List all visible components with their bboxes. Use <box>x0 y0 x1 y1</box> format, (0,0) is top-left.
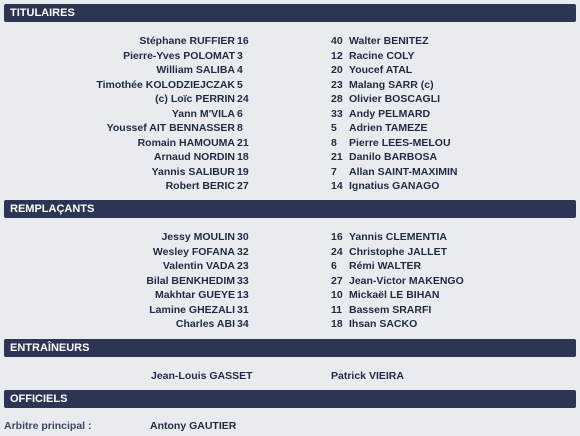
section-header-entraineurs: ENTRAÎNEURS <box>4 339 576 357</box>
home-player-number: 21 <box>237 136 249 149</box>
away-player-name: Racine COLY <box>349 49 415 62</box>
home-player-number: 34 <box>237 318 249 330</box>
home-player-name: Lamine GHEZALI <box>149 303 235 316</box>
away-player-name: Pierre LEES-MELOU <box>349 136 451 149</box>
home-player-name: (c) Loïc PERRIN <box>155 93 235 105</box>
away-player-number: 40 <box>331 35 343 47</box>
away-player-number: 8 <box>331 136 337 149</box>
home-player-number: 32 <box>237 245 249 258</box>
away-player-number: 16 <box>331 231 343 243</box>
away-player-name: Youcef ATAL <box>349 64 413 76</box>
section-header-officiels: OFFICIELS <box>4 390 576 408</box>
home-player-name: Pierre-Yves POLOMAT <box>123 49 235 62</box>
section-header-remplacants: REMPLAÇANTS <box>4 200 576 218</box>
home-player-name: Yann M'VILA <box>171 107 235 120</box>
home-player-number: 19 <box>237 165 249 178</box>
away-player-number: 21 <box>331 151 343 163</box>
away-player-name: Ignatius GANAGO <box>349 180 440 192</box>
home-player-number: 23 <box>237 260 249 272</box>
referee-name: Antony GAUTIER <box>150 420 237 432</box>
home-player-number: 30 <box>237 231 249 243</box>
away-player-number: 5 <box>331 122 337 134</box>
away-player-name: Allan SAINT-MAXIMIN <box>349 165 458 178</box>
home-player-name: Timothée KOLODZIEJCZAK <box>96 78 235 91</box>
away-coach: Patrick VIEIRA <box>331 370 404 382</box>
home-player-number: 8 <box>237 122 243 134</box>
away-player-name: Rémi WALTER <box>349 260 422 272</box>
home-player-name: Romain HAMOUMA <box>137 136 235 149</box>
home-player-number: 31 <box>237 303 249 316</box>
away-player-number: 23 <box>331 78 343 91</box>
home-player-number: 27 <box>237 180 249 192</box>
away-player-name: Christophe JALLET <box>349 245 448 258</box>
referee-label: Arbitre principal : <box>4 420 92 432</box>
away-player-number: 33 <box>331 107 343 120</box>
home-player-number: 18 <box>237 151 249 163</box>
away-player-name: Mickaël LE BIHAN <box>349 289 440 301</box>
home-player-number: 6 <box>237 107 243 120</box>
away-player-name: Walter BENITEZ <box>349 35 429 47</box>
section-header-titulaires: TITULAIRES <box>4 4 576 22</box>
away-player-name: Ihsan SACKO <box>349 318 418 330</box>
home-player-name: Stéphane RUFFIER <box>139 35 235 47</box>
away-player-number: 12 <box>331 49 343 62</box>
away-player-number: 18 <box>331 318 343 330</box>
home-player-number: 3 <box>237 49 243 62</box>
home-player-name: Robert BERIC <box>165 180 235 192</box>
home-player-name: Youssef AIT BENNASSER <box>106 122 235 134</box>
away-player-number: 20 <box>331 64 343 76</box>
home-player-number: 33 <box>237 274 249 287</box>
away-player-number: 10 <box>331 289 343 301</box>
away-player-name: Bassem SRARFI <box>349 303 432 316</box>
away-player-name: Adrien TAMEZE <box>349 122 428 134</box>
home-player-name: Jessy MOULIN <box>161 231 235 243</box>
home-player-number: 4 <box>237 64 243 76</box>
away-player-number: 7 <box>331 165 337 178</box>
home-player-name: Wesley FOFANA <box>152 245 235 258</box>
home-player-number: 16 <box>237 35 249 47</box>
away-player-number: 14 <box>331 180 343 192</box>
home-player-name: Yannis SALIBUR <box>151 165 235 178</box>
home-player-number: 13 <box>237 289 249 301</box>
home-player-name: Arnaud NORDIN <box>153 151 235 163</box>
away-player-number: 24 <box>331 245 343 258</box>
away-player-name: Andy PELMARD <box>349 107 431 120</box>
home-coach: Jean-Louis GASSET <box>151 370 253 382</box>
home-player-number: 24 <box>237 93 249 105</box>
away-player-number: 11 <box>331 303 343 316</box>
away-player-name: Jean-Victor MAKENGO <box>349 274 464 287</box>
home-player-number: 5 <box>237 78 243 91</box>
away-player-name: Yannis CLEMENTIA <box>349 231 448 243</box>
home-player-name: Valentin VADA <box>162 260 235 272</box>
away-player-number: 6 <box>331 260 337 272</box>
away-player-name: Malang SARR (c) <box>349 78 434 91</box>
away-player-number: 27 <box>331 274 343 287</box>
home-player-name: William SALIBA <box>156 64 235 76</box>
home-player-name: Charles ABI <box>175 318 235 330</box>
home-player-name: Makhtar GUEYE <box>155 289 235 301</box>
away-player-number: 28 <box>331 93 343 105</box>
away-player-name: Olivier BOSCAGLI <box>349 93 441 105</box>
home-player-name: Bilal BENKHEDIM <box>146 274 235 287</box>
away-player-name: Danilo BARBOSA <box>349 151 438 163</box>
